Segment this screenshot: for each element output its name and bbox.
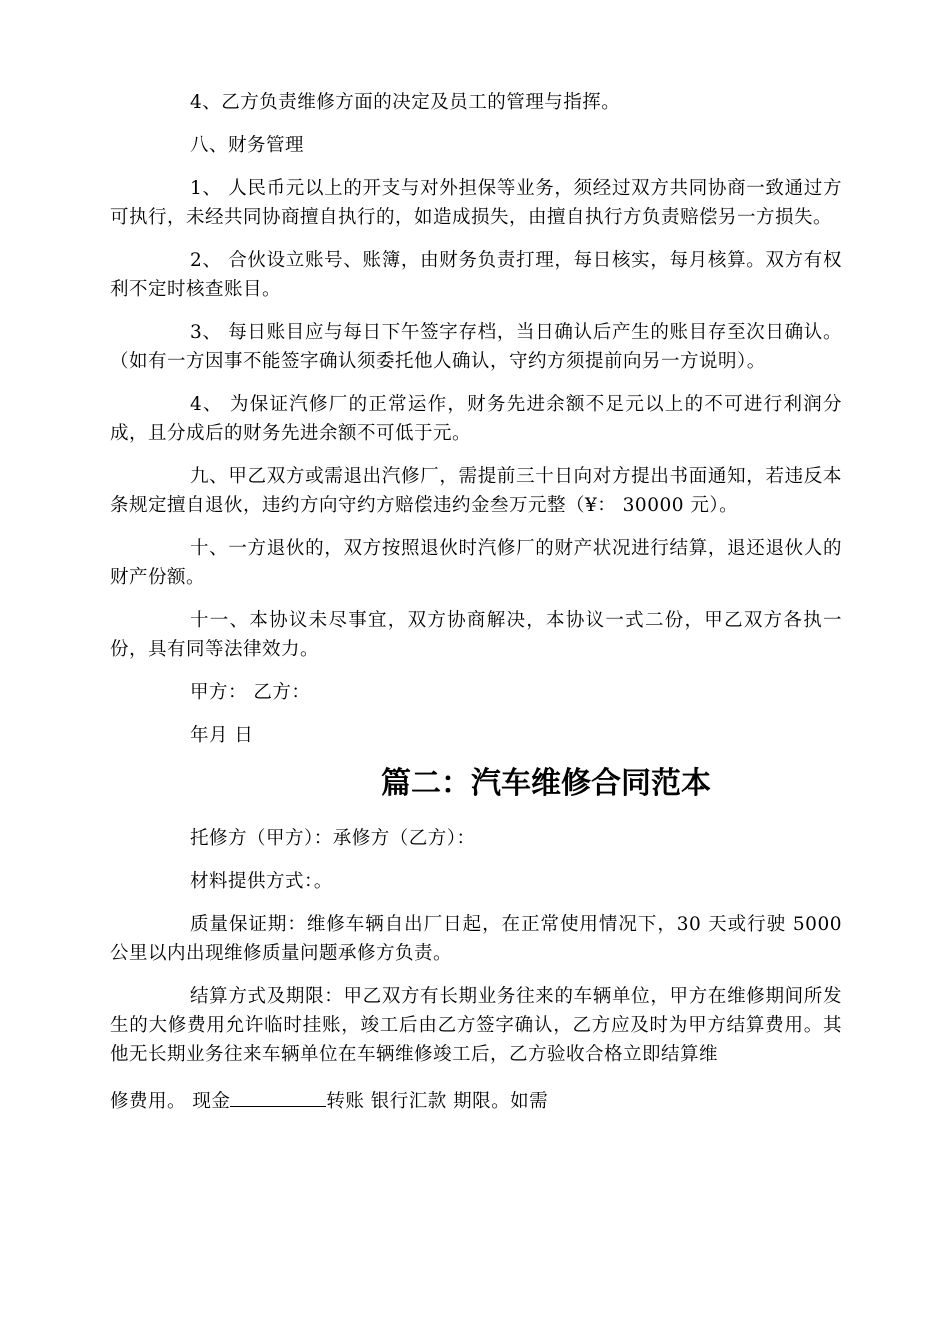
clause-paragraph: 九、甲乙双方或需退出汽修厂，需提前三十日向对方提出书面通知，若违反本条规定擅自退伙，违约方向守约方赔偿违约金叁万元整（¥： 30000 元）。 [110, 466, 842, 516]
warranty-paragraph: 质量保证期：维修车辆自出厂日起，在正常使用情况下，30 天或行驶 5000 公里以内出现维修质量问题承修方负责。 [110, 914, 842, 964]
section-heading-finance: 八、财务管理 [190, 135, 305, 156]
section-title: 篇二：汽车维修合同范本 [381, 766, 711, 801]
material-line: 材料提供方式：。 [190, 871, 333, 892]
payment-line [110, 1087, 842, 1116]
payment-line-start: 修费用。 现金 [110, 1091, 231, 1112]
cash-amount-blank [230, 1088, 326, 1107]
document-body [110, 88, 842, 1130]
settlement-paragraph: 结算方式及期限：甲乙双方有长期业务往来的车辆单位，甲方在维修期间所发生的大修费用允许临时挂账，竣工后由乙方签字确认，乙方应及时为甲方结算费用。其他无长期业务往来车辆单位在车辆维修竣工后，乙方验收合格立即结算维 [110, 986, 842, 1065]
clause-paragraph: 3、 每日账目应与每日下午签字存档，当日确认后产生的账目存至次日确认。（如有一方因事不能签字确认须委托他人确认，守约方须提前向另一方说明）。 [110, 322, 842, 372]
parties-line: 托修方（甲方）：承修方（乙方）： [190, 828, 476, 849]
clause-paragraph: 1、 人民币元以上的开支与对外担保等业务，须经过双方共同协商一致通过方可执行，未经共同协商擅自执行的，如造成损失，由擅自执行方负责赔偿另一方损失。 [110, 178, 842, 228]
date-line: 年月 日 [190, 725, 254, 746]
clause-paragraph: 2、 合伙设立账号、账簿，由财务负责打理，每日核实，每月核算。双方有权利不定时核查账目。 [110, 250, 842, 300]
payment-line-end: 转账 银行汇款 期限。如需 [326, 1091, 549, 1112]
clause-paragraph: 4、乙方负责维修方面的决定及员工的管理与指挥。 [190, 92, 621, 113]
clause-paragraph: 4、 为保证汽修厂的正常运作，财务先进余额不足元以上的不可进行利润分成，且分成后的财务先进余额不可低于元。 [110, 394, 842, 444]
clause-paragraph: 十、一方退伙的，双方按照退伙时汽修厂的财产状况进行结算，退还退伙人的财产份额。 [110, 538, 842, 588]
signature-line: 甲方： 乙方： [190, 682, 311, 703]
clause-paragraph: 十一、本协议未尽事宜，双方协商解决，本协议一式二份，甲乙双方各执一份，具有同等法律效力。 [110, 610, 842, 660]
